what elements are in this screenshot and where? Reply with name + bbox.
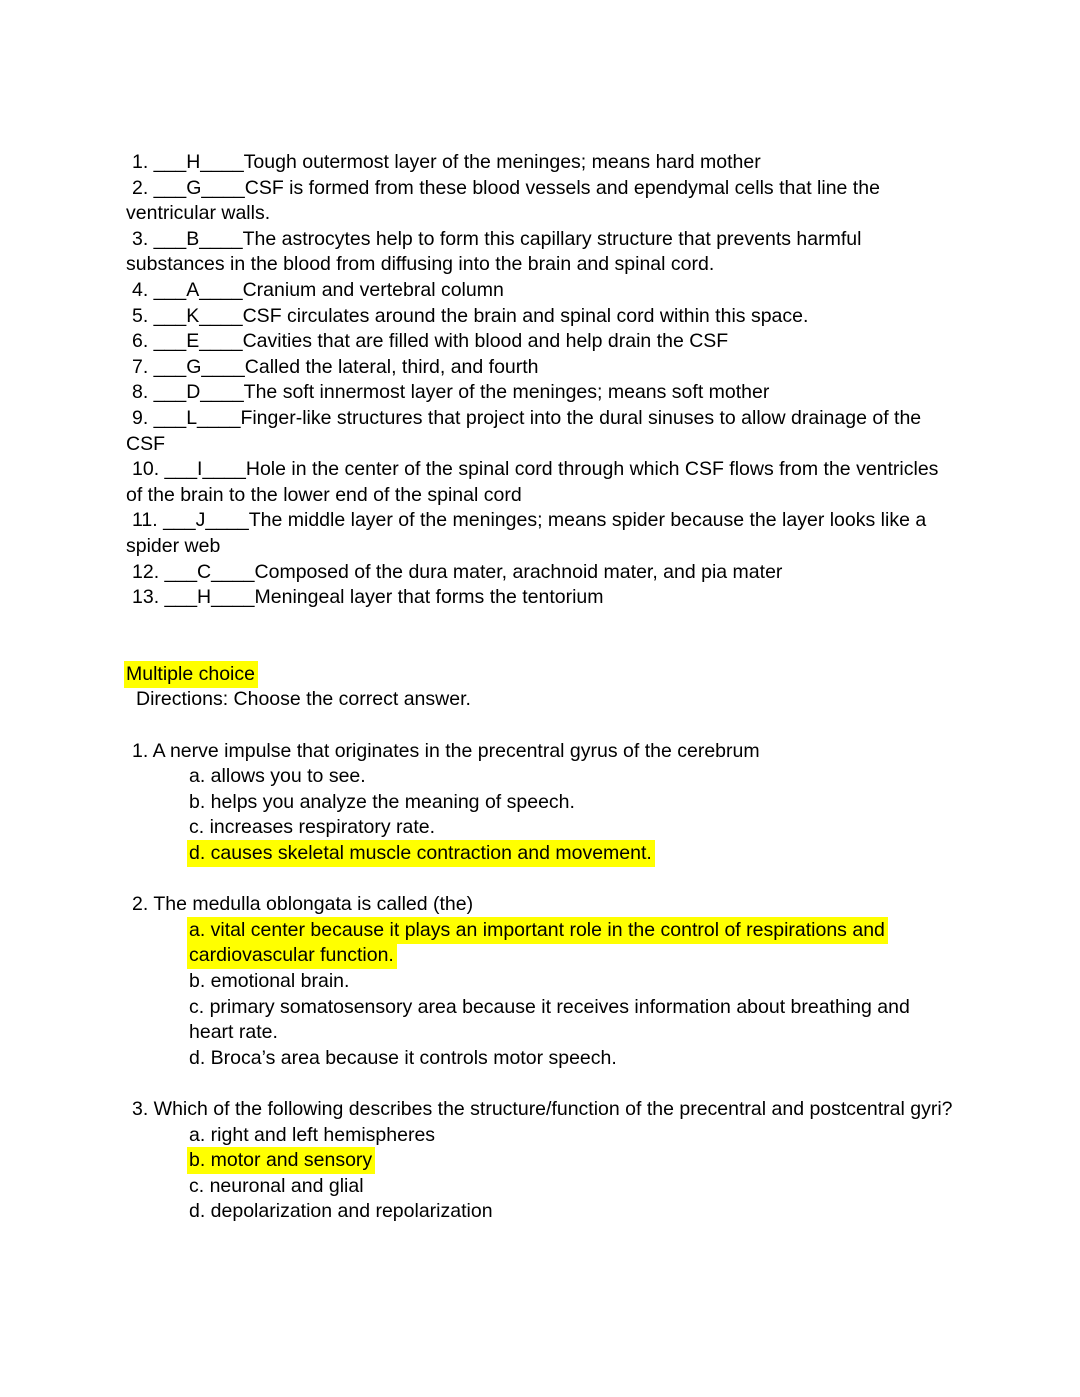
- question-2-stem: 2. The medulla oblongata is called (the): [132, 893, 474, 916]
- question-1: [126, 739, 953, 867]
- matching-item-4: 4. ___A____Cranium and vertebral column: [132, 278, 504, 301]
- directions-text: Directions: Choose the correct answer.: [136, 688, 471, 711]
- matching-item-11: 11. ___J____The middle layer of the meninges; means spider because the layer looks like a: [132, 509, 927, 532]
- matching-item-2-continuation: ventricular walls.: [126, 202, 271, 225]
- multiple-choice-section: [126, 662, 953, 1225]
- matching-item-3: 3. ___B____The astrocytes help to form this capillary structure that prevents harmful: [132, 227, 862, 250]
- matching-item-9: 9. ___L____Finger-like structures that project into the dural sinuses to allow drainage of the: [132, 406, 922, 429]
- matching-item-3-continuation: substances in the blood from diffusing into the brain and spinal cord.: [126, 253, 715, 276]
- matching-item-6: 6. ___E____Cavities that are filled with blood and help drain the CSF: [132, 330, 729, 353]
- question-3-stem: 3. Which of the following describes the structure/function of the precentral and postcentral gyri?: [132, 1097, 953, 1120]
- question-1-option-d: [126, 841, 953, 867]
- highlighted-answer-text: cardiovascular function.: [187, 942, 397, 969]
- matching-item-13: 13. ___H____Meningeal layer that forms the tentorium: [132, 586, 604, 609]
- question-3-option-c: c. neuronal and glial: [189, 1174, 364, 1197]
- matching-item-9-continuation: CSF: [126, 432, 165, 455]
- matching-item-12: 12. ___C____Composed of the dura mater, arachnoid mater, and pia mater: [132, 560, 783, 583]
- highlighted-answer-text: a. vital center because it plays an important role in the control of respirations and: [187, 917, 888, 944]
- question-2-option-c: c. primary somatosensory area because it receives information about breathing and: [189, 995, 910, 1018]
- question-3-option-d: d. depolarization and repolarization: [189, 1200, 493, 1223]
- question-3-option-a: a. right and left hemispheres: [189, 1123, 436, 1146]
- question-2-option-b: b. emotional brain.: [189, 970, 350, 992]
- matching-item-10: 10. ___I____Hole in the center of the spinal cord through which CSF flows from the ventricles: [132, 458, 939, 481]
- question-2-option-d: d. Broca’s area because it controls motor speech.: [189, 1046, 617, 1069]
- matching-item-10-continuation: of the brain to the lower end of the spinal cord: [126, 483, 522, 506]
- question-3: [126, 1097, 953, 1225]
- question-2-option-c-continuation: heart rate.: [189, 1021, 278, 1044]
- matching-item-1: 1. ___H____Tough outermost layer of the meninges; means hard mother: [132, 151, 761, 173]
- multiple-choice-heading-line: [126, 662, 953, 688]
- question-2-option-a: [126, 918, 953, 944]
- question-2-option-a-continuation: [126, 943, 953, 969]
- question-3-option-b: [126, 1148, 953, 1174]
- matching-item-8: 8. ___D____The soft innermost layer of the meninges; means soft mother: [132, 381, 770, 404]
- question-1-option-b: b. helps you analyze the meaning of speech.: [189, 790, 575, 813]
- matching-section: [126, 150, 953, 611]
- highlighted-answer-text: d. causes skeletal muscle contraction and movement.: [187, 840, 655, 867]
- matching-item-2: 2. ___G____CSF is formed from these blood vessels and ependymal cells that line the: [132, 176, 880, 199]
- question-1-option-a: a. allows you to see.: [189, 765, 366, 788]
- matching-item-7: 7. ___G____Called the lateral, third, and fourth: [132, 355, 539, 378]
- multiple-choice-heading: Multiple choice: [124, 661, 258, 688]
- matching-item-5: 5. ___K____CSF circulates around the brain and spinal cord within this space.: [132, 304, 809, 327]
- question-2: [126, 892, 953, 1071]
- question-1-option-c: c. increases respiratory rate.: [189, 816, 436, 839]
- highlighted-answer-text: b. motor and sensory: [187, 1147, 375, 1174]
- question-1-stem: 1. A nerve impulse that originates in the precentral gyrus of the cerebrum: [132, 739, 760, 762]
- matching-item-11-continuation: spider web: [126, 534, 221, 557]
- questions-container: [126, 739, 953, 1225]
